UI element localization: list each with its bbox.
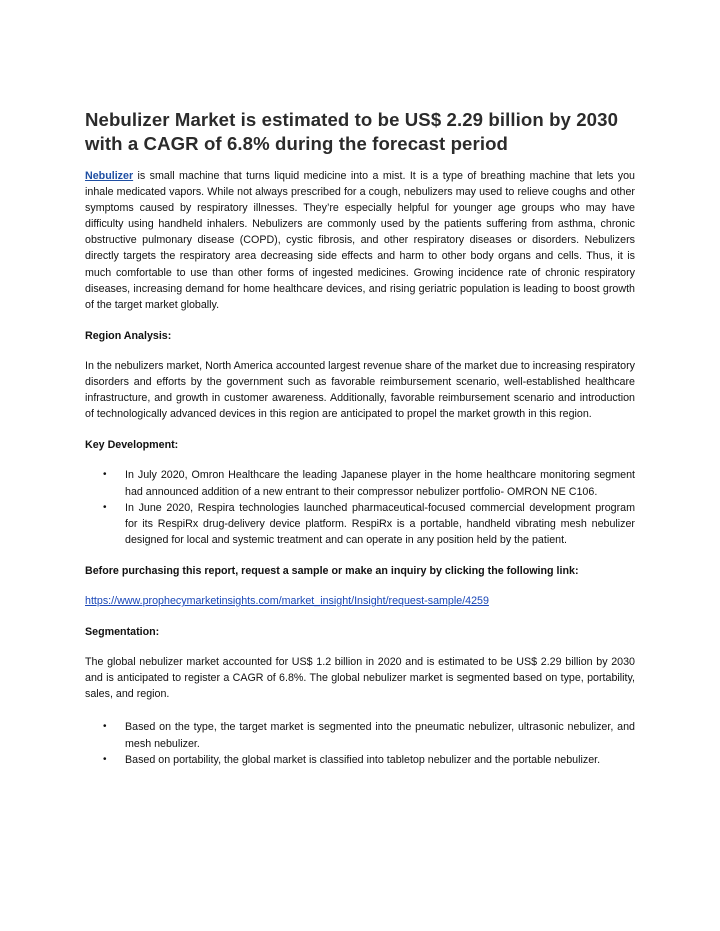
region-paragraph: In the nebulizers market, North America accounted largest revenue share of the market due to increasing respiratory disorders and efforts by the government such as favorable reimbursement scenario, well-established healthcare infrastructure, and growth in customer awareness. Additionally, favorable reimbursement scenario and introduction of technologically advanced devices in this region are anticipated to propel the market growth in this region. (85, 359, 635, 421)
bullet-icon: • (103, 721, 107, 733)
key-development-heading: Key Development: (85, 439, 179, 452)
bullet-icon: • (103, 753, 107, 765)
sample-request-link[interactable]: https://www.prophecymarketinsights.com/market_insight/Insight/request-sample/4259 (85, 594, 489, 607)
list-item: • In June 2020, Respira technologies launched pharmaceutical-focused commercial development program for its RespiRx drug-delivery device platform. RespiRx is a portable, handheld vibrating mesh nebulizer designed for local and systemic treatment and can operate in any position held by the patient. (103, 501, 635, 546)
bullet-icon: • (103, 469, 107, 481)
list-item: • Based on the type, the target market is segmented into the pneumatic nebulizer, ultrasonic nebulizer, and mesh nebulizer. (103, 721, 635, 750)
cta-link-row (85, 593, 635, 609)
key-development-list (85, 467, 635, 547)
nebulizer-link[interactable]: Nebulizer (85, 170, 134, 182)
page-title: Nebulizer Market is estimated to be US$ 2.29 billion by 2030 with a CAGR of 6.8% during the forecast period (85, 109, 619, 154)
segmentation-heading: Segmentation: (85, 626, 160, 639)
intro-paragraph (85, 168, 635, 313)
region-heading: Region Analysis: (85, 329, 172, 342)
cta-text: Before purchasing this report, request a sample or make an inquiry by clicking the following link: (85, 564, 579, 577)
list-item: • Based on portability, the global market is classified into tabletop nebulizer and the portable nebulizer. (85, 752, 635, 768)
intro-text: is small machine that turns liquid medicine into a mist. It is a type of breathing machine that lets you inhale medicated vapors. While not always prescribed for a cough, nebulizers may used to relieve coughs and other symptoms caused by respiratory illnesses. They’re especially helpful for younger age groups who may have difficulty using handheld inhalers. Nebulizers are commonly used by the patients suffering from asthma, chronic obstructive pulmonary disease (COPD), cystic fibrosis, and other respiratory diseases or disorders. Nebulizers directly targets the respiratory area decreasing side effects and harm to other body organs and cells. Thus, it is much comfortable to use than other forms of ingested medicines. Growing incidence rate of chronic respiratory diseases, increasing demand for home healthcare devices, and rising geriatric population is leading to boost growth of the target market globally. (85, 170, 635, 311)
bullet-icon: • (103, 501, 107, 513)
segmentation-paragraph: The global nebulizer market accounted for US$ 1.2 billion in 2020 and is estimated to be US$ 2.29 billion by 2030 and is anticipated to register a CAGR of 6.8%. The global nebulizer market is segmented based on type, portability, sales, and region. (85, 656, 635, 701)
list-item: • In July 2020, Omron Healthcare the leading Japanese player in the home healthcare monitoring segment had announced addition of a new entrant to their compressor nebulizer portfolio- OMRON NE C106. (103, 469, 635, 498)
segmentation-list (85, 719, 635, 767)
